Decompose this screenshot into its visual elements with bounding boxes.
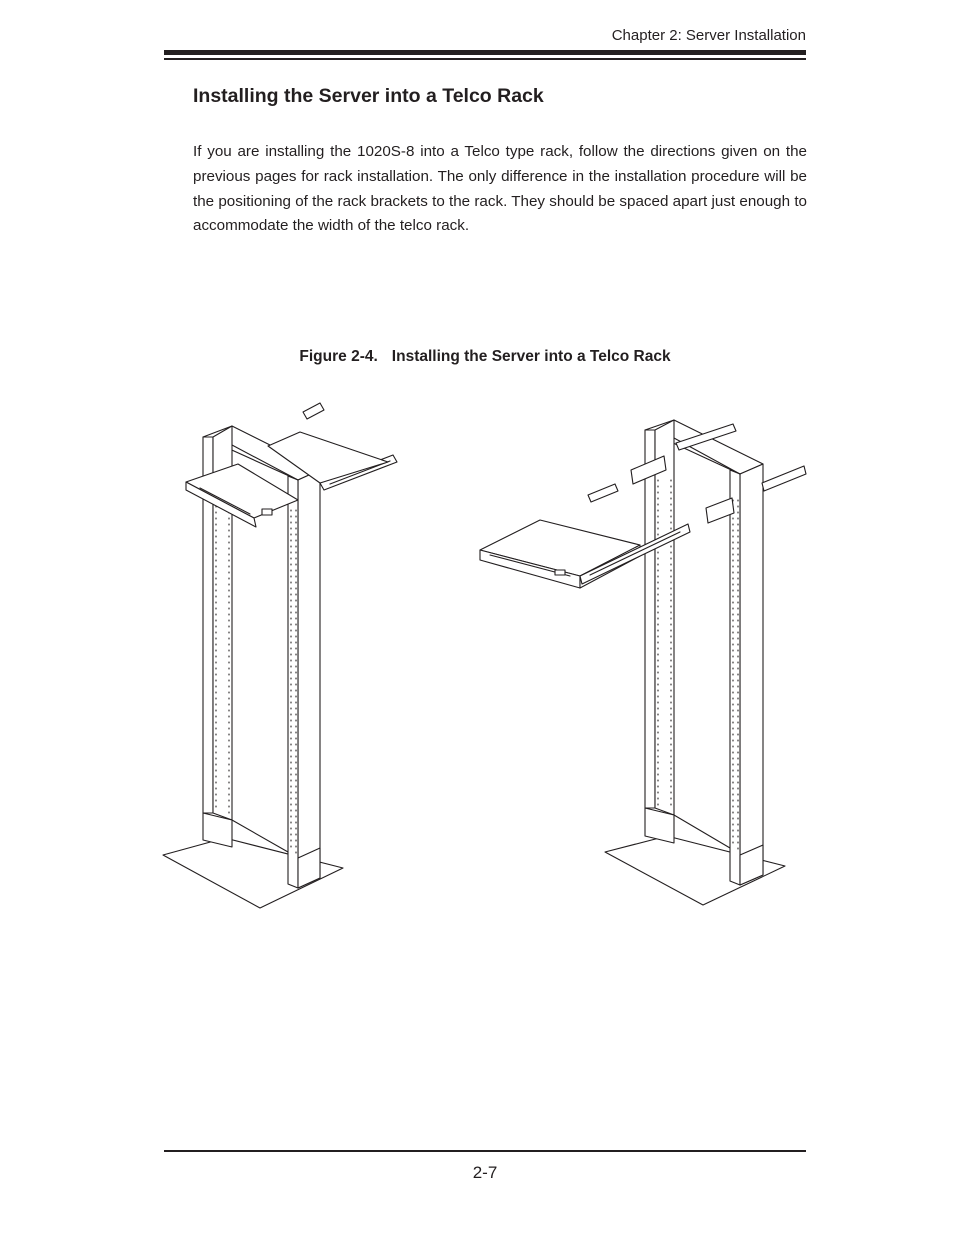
running-header: Chapter 2: Server Installation bbox=[611, 27, 806, 44]
page-number: 2-7 bbox=[472, 1163, 498, 1182]
right-telco-rack-icon bbox=[480, 420, 806, 905]
figure-number: Figure 2-4. bbox=[299, 348, 378, 365]
footer-rule bbox=[164, 1150, 806, 1152]
left-telco-rack-icon bbox=[163, 403, 397, 908]
section-title: Installing the Server into a Telco Rack bbox=[193, 85, 544, 107]
body-paragraph: If you are installing the 1020S-8 into a Telco type rack, follow the directions given on the previous pages for rack installation. The only difference in the installation procedure will be the positioning of the rack brackets to the rack. They should be spaced apart just enough to accommodate the width of the telco rack. bbox=[193, 143, 807, 235]
figure-title: Installing the Server into a Telco Rack bbox=[391, 348, 671, 365]
